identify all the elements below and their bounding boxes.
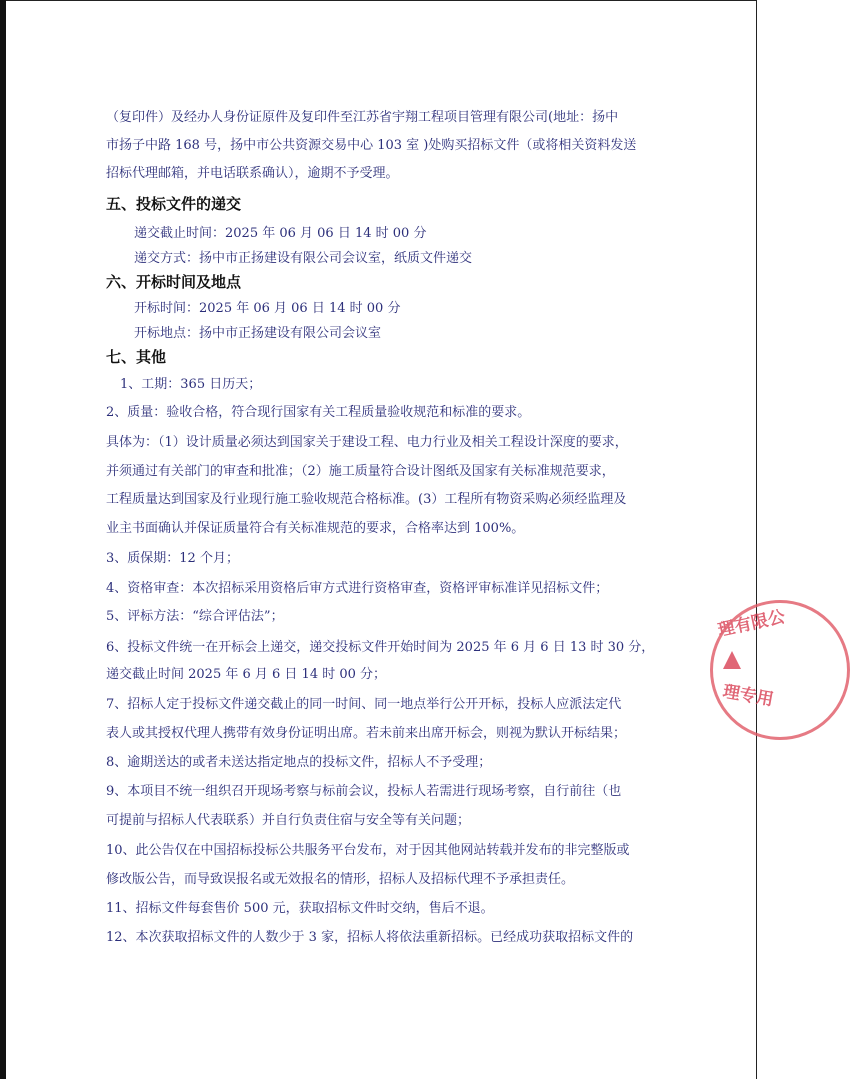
section-5-deadline: 递交截止时间：2025 年 06 月 06 日 14 时 00 分 <box>134 226 427 241</box>
section-7-line: 递交截止时间 2025 年 6 月 6 日 14 时 00 分； <box>106 667 387 682</box>
intro-line-2: 市扬子中路 168 号，扬中市公共资源交易中心 103 室 )处购买招标文件（或将相关资料发送 <box>106 138 637 153</box>
section-7-line: 6、投标文件统一在开标会上递交，递交投标文件开始时间为 2025 年 6 月 6 日 13 时 30 分， <box>106 640 655 655</box>
section-7-line: 具体为：（1）设计质量必须达到国家关于建设工程、电力行业及相关工程设计深度的要求， <box>106 435 628 450</box>
section-7-line: 并须通过有关部门的审查和批准；（2）施工质量符合设计图纸及国家有关标准规范要求， <box>106 464 615 479</box>
intro-line-1: （复印件）及经办人身份证原件及复印件至江苏省宇翔工程项目管理有限公司(地址：扬中 <box>106 110 619 125</box>
section-7-line: 11、招标文件每套售价 500 元，获取招标文件时交纳，售后不退。 <box>106 901 494 916</box>
section-5-method: 递交方式：扬中市正扬建设有限公司会议室，纸质文件递交 <box>134 251 473 266</box>
section-7-line: 修改版公告，而导致误报名或无效报名的情形，招标人及招标代理不予承担责任。 <box>106 872 575 887</box>
section-7-line: 9、本项目不统一组织召开现场考察与标前会议，投标人若需进行现场考察，自行前往（也 <box>106 784 622 799</box>
section-7-line: 2、质量：验收合格，符合现行国家有关工程质量验收规范和标准的要求。 <box>106 405 531 420</box>
seal-text-bottom: 理专用 <box>721 681 775 711</box>
scan-edge <box>0 0 6 1079</box>
section-7-line: 10、此公告仅在中国招标投标公共服务平台发布，对于因其他网站转载并发布的非完整版或 <box>106 843 630 858</box>
section-7-line: 4、资格审查：本次招标采用资格后审方式进行资格审查，资格评审标准详见招标文件； <box>106 581 609 596</box>
section-7-line: 12、本次获取招标文件的人数少于 3 家，招标人将依法重新招标。已经成功获取招标文件的 <box>106 930 634 945</box>
section-6-place: 开标地点：扬中市正扬建设有限公司会议室 <box>134 326 382 341</box>
section-7-line: 可提前与招标人代表联系）并自行负责住宿与安全等有关问题； <box>106 813 471 828</box>
section-7-line: 5、评标方法：“综合评估法”； <box>106 609 284 624</box>
seal-text-top: 理有限公 <box>716 607 787 641</box>
intro-line-3: 招标代理邮箱，并电话联系确认），逾期不予受理。 <box>106 166 399 181</box>
section-5-title: 五、投标文件的递交 <box>106 195 242 213</box>
section-7-line: 业主书面确认并保证质量符合有关标准规范的要求，合格率达到 100%。 <box>106 521 525 536</box>
company-seal <box>710 600 850 740</box>
seal-star-icon <box>723 651 741 669</box>
section-7-line: 7、招标人定于投标文件递交截止的同一时间、同一地点举行公开开标，投标人应派法定代 <box>106 697 622 712</box>
section-7-title: 七、其他 <box>106 348 167 366</box>
section-7-line: 工程质量达到国家及行业现行施工验收规范合格标准。(3）工程所有物资采购必须经监理及 <box>106 492 627 507</box>
section-6-time: 开标时间：2025 年 06 月 06 日 14 时 00 分 <box>134 301 401 316</box>
section-7-line: 8、逾期送达的或者未送达指定地点的投标文件，招标人不予受理； <box>106 755 492 770</box>
section-6-title: 六、开标时间及地点 <box>106 273 242 291</box>
section-7-line: 3、质保期：12 个月； <box>106 551 239 566</box>
section-7-line: 表人或其授权代理人携带有效身份证明出席。若未前来出席开标会，则视为默认开标结果； <box>106 726 627 741</box>
section-7-line: 1、工期：365 日历天； <box>120 377 262 392</box>
